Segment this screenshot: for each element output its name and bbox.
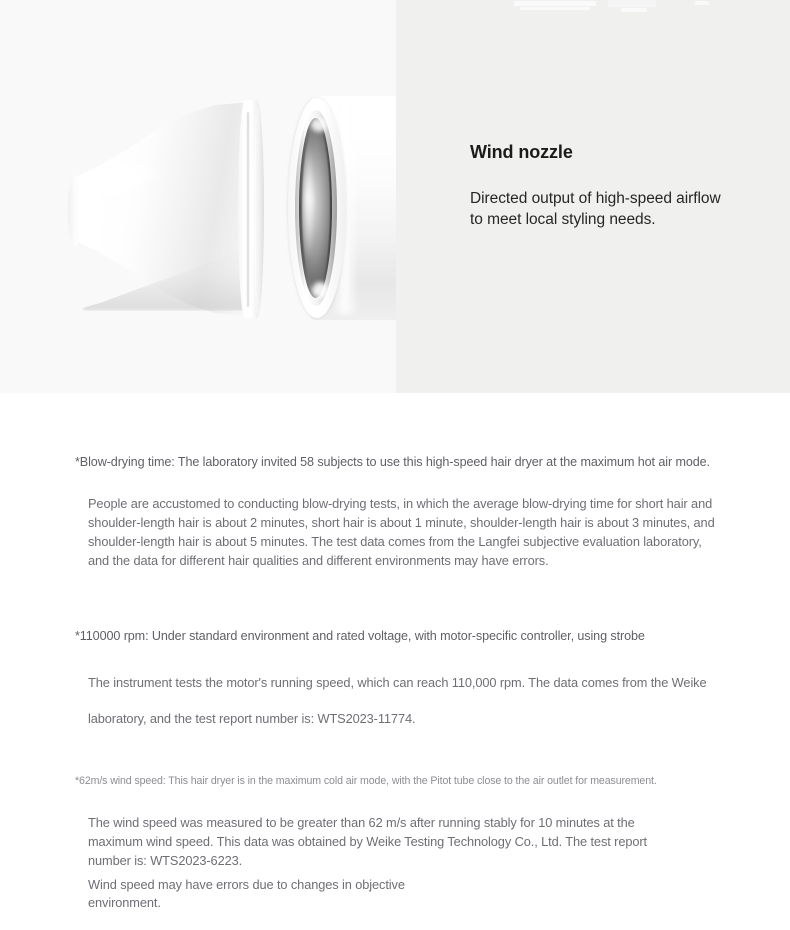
wind-nozzle-product-image xyxy=(0,0,396,393)
clipped-artifact xyxy=(520,7,590,10)
clipped-artifact xyxy=(514,1,596,6)
hero-title: Wind nozzle xyxy=(470,142,573,162)
product-image-panel xyxy=(0,0,396,393)
air-outlet-specular-highlight xyxy=(304,144,313,262)
nozzle-collar-lip xyxy=(253,104,263,314)
footnote-body-secondary: Wind speed may have errors due to changes in objective environment. xyxy=(88,877,405,910)
hero-description: Directed output of high-speed airflow to meet local styling needs. xyxy=(470,189,721,228)
hero-caption-panel xyxy=(396,0,790,393)
clipped-artifact xyxy=(621,8,647,12)
dryer-barrel xyxy=(288,96,396,320)
nozzle-throat xyxy=(68,175,82,247)
footnote-heading: *62m/s wind speed: This hair dryer is in the maximum cold air mode, with the Pitot tube close to the air outlet for measurement. xyxy=(75,775,657,787)
clipped-artifact xyxy=(695,1,709,5)
nozzle-collar-seam xyxy=(247,112,249,307)
nozzle-cone-shape xyxy=(72,103,254,315)
hero-section xyxy=(0,0,790,393)
footnote-body: The wind speed was measured to be greater than 62 m/s after running stably for 10 minutes at the maximum wind speed. This data was obtained by Weike Testing Technology Co., Ltd. The test report number is: WTS2023-6223. xyxy=(88,815,647,868)
clipped-artifact xyxy=(608,0,656,7)
footnote-body: People are accustomed to conducting blow-drying tests, in which the average blow-drying time for short hair and shoulder-length hair is about 2 minutes, short hair is about 1 minute, shoulder-length hair is about 3 minutes, and shoulder-length hair is about 5 minutes. The test data comes from the Langfei subjective evaluation laboratory, and the data for different hair qualities and different environments may have errors. xyxy=(88,496,715,568)
air-outlet-lower-glint xyxy=(312,282,328,298)
hero-copy xyxy=(470,142,736,230)
footnote-heading: *110000 rpm: Under standard environment and rated voltage, with motor-specific controller, using strobe xyxy=(75,629,645,643)
air-outlet-upper-glint xyxy=(311,118,327,132)
footnote-body: The instrument tests the motor's running speed, which can reach 110,000 rpm. The data comes from the Weike laboratory, and the test report number is: WTS2023-11774. xyxy=(88,675,707,726)
footnote-heading: *Blow-drying time: The laboratory invited 58 subjects to use this high-speed hair dryer at the maximum hot air mode. xyxy=(75,455,710,469)
